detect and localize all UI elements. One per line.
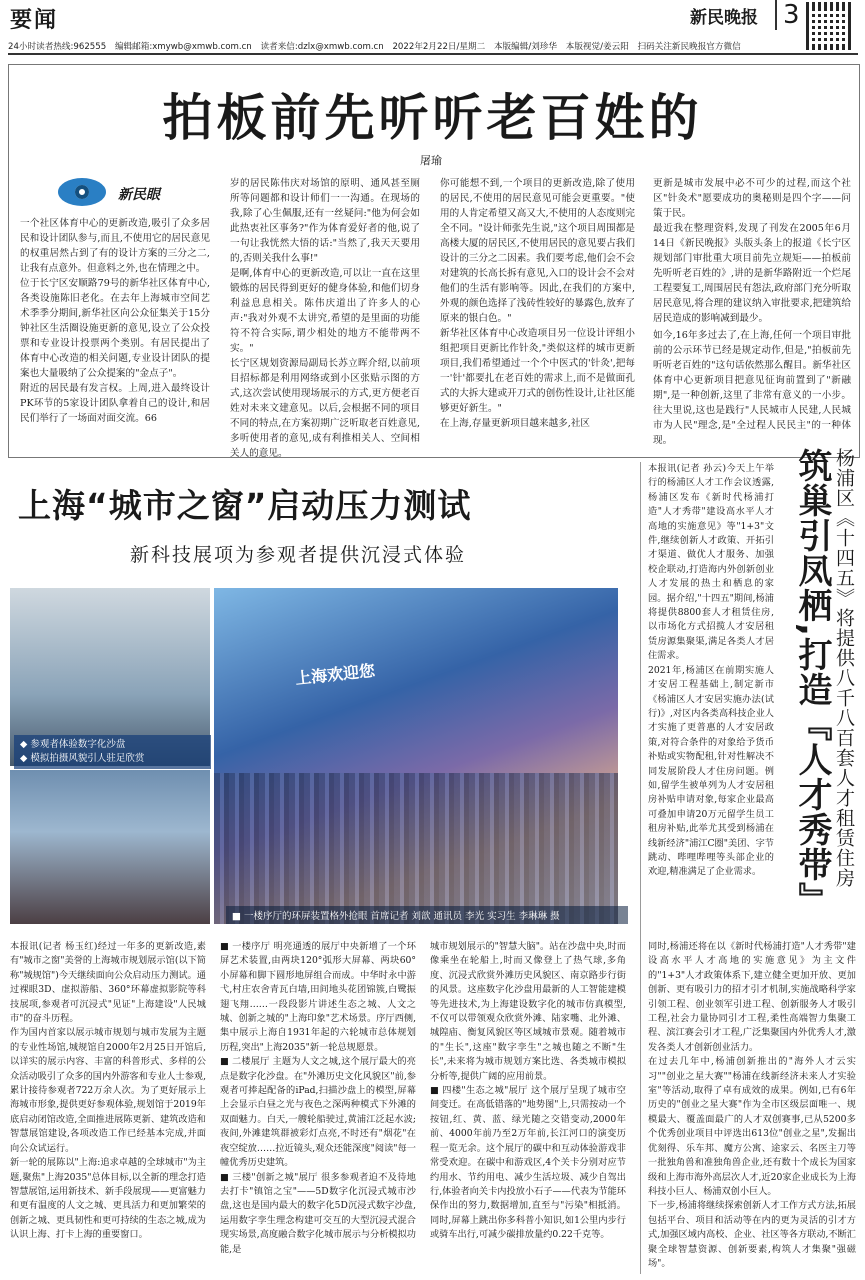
- main-photo: [214, 588, 618, 924]
- photo-sign: 上海欢迎您: [294, 660, 376, 689]
- article-1-headline: 拍板前先听听老百姓的: [162, 89, 703, 147]
- inset-photo-bottom: [10, 770, 210, 924]
- article-1-col-4b: 如今,16年多过去了,在上海,任何一个项目审批前的公示环节已经是规定动作,但是,"拍板前先听听老百姓的"这句话依然那么醒目。新华社区体育中心更新项目把意见征询前置到了"新融期",是一种创新,这里了非常有意义的一小步。往大里说,这也是践行"人民城市人民建,人民城市为人民"理念,是"全过程人民民主"的一种体现。: [653, 330, 851, 446]
- reader-letters[interactable]: 读者来信:dzlx@xmwb.com.cn: [260, 42, 384, 52]
- article-2-col-2: ■ 一楼序厅 明亮通透的展厅中央新增了一个环屏艺术装置,由两块120°弧形大屏幕、两块60°小屏幕和脚下圆形地屏组合而成。中华时永中游弋,村庄农舍青瓦白墙,田间地头花团锦簇,白鹭振翅飞翔……一段段影片讲述生态之城、人文之城、创新之城的"上海印象"艺术场景。序厅西侧,集中展示上海自1931年起的六轮城市总体规划历程,突出"上海2035"新一轮总规愿景。 ■ 二楼展厅 主题为人文之城,这个展厅最大的亮点是数字化沙盘。在"外滩历史文化风貌区"前,参观者可捧起配备的iPad,扫描沙盘上的模型,屏幕上会显示白昼之光与夜色之深两种模式下外滩的双面魅力。白天,一艘轮船驶过,黄浦江泛起水波;夜间,外滩建筑群被彩灯点亮,不时还有"烟花"在夜空绽放……拉近镜头,观众还能深度"阅读"每一幢优秀历史建筑。 ■ 三楼"创新之城"展厅 很多参观者迫不及待地去打卡"镇馆之宝"——5D数字化沉浸式城市沙盘,这也是国内最大的数字化5D沉浸式数字沙盘,运用数字孪生理念构建可交互的大型沉浸式混合现实场景,高度融合数字化城市展示与分析模拟功能,是: [220, 941, 416, 1255]
- article-2-col-3: 城市规划展示的"智慧大脑"。站在沙盘中央,时而像乘坐在轮船上,时而又像登上了热气球,多角度、沉浸式欣赏外滩历史风貌区、南京路步行街的风景。这座数字化沙盘用最新的人工智能建模等先进技术,为上海建设数字化的城市仿真模型,不仅可以带领观众欣赏外滩、陆家嘴、北外滩、城隍庙、衡复风貌区等区域城市景观。随着城市的"生长",这座"数字孪生"之城也随之不断"生长",未来将为城市规划方案比选、各类城市模拟分析等,提供广阔的应用前景。 ■ 四楼"生态之城"展厅 这个展厅呈现了城市空间变迁。在高低错落的"地势图"上,只需按动一个按钮,红、黄、蓝、绿光随之交错变动,2000年前、4000年前乃至2万年前,长江河口的演变历程一览无余。这个展厅的碳中和互动体验游戏非常受欢迎。在碳中和游戏区,4个关卡分别对应节约用水、节约用电、减少生活垃圾、减少自驾出行,体验者向关卡内投放小石子——代表为节能环保作出的努力,数据增加,直至与"污染"相抵消。同时,屏幕上跳出你多科普小知识,如1公里内步行或骑车出行,可减少碳排放量约0.22千克等。: [430, 941, 626, 1241]
- issue-date: 2022年2月22日/星期二: [392, 42, 486, 52]
- article-1-byline: 屠瑜: [420, 154, 442, 167]
- article-3-small-head: 杨浦区《十四五》将提供八千八百套人才租赁住房: [833, 448, 855, 888]
- article-3-head: [786, 448, 860, 958]
- page-visual: 本版视觉/姜云阳: [565, 42, 629, 52]
- article-2-subhead: 新科技展项为参观者提供沉浸式体验: [130, 544, 467, 566]
- eye-icon: [58, 178, 106, 206]
- column-label: 新民眼: [118, 187, 160, 203]
- bullet-2: ◆ 模拟拍摄风貌引人驻足欣赏: [20, 753, 145, 764]
- article-2-headline: 上海“城市之窗”启动压力测试: [18, 486, 472, 525]
- article-1-col-4a: 更新是城市发展中必不可少的过程,而这个社区"针灸术"愿要成功的奥秘则是四个字——问策于民。 最近我在整理资料,发现了刊发在2005年6月14日《新民晚报》头版头条上的报道《长宁区规划部门审批重大项目前先立规矩——拍板前先听听老百姓的》,讲的是新华路附近一个烂尾工程要复工,周围居民有怨法,政府部门充分听取居民意见,将合理的建议纳入审批要求,把建筑给居民造成的影响减到最少。: [653, 178, 851, 324]
- article-3-text-top: 本报讯(记者 孙云)今天上午举行的杨浦区人才工作会议透露,杨浦区发布《新时代杨浦打造"人才秀带"建设高水平人才高地的实施意见》等"1+3"文件,继续创新人才政策、开拓引才渠道、做优人才服务、加强校企联动,打造海内外创新创业人才发展的热土和栖息的家园。据介绍,"十四五"期间,杨浦将提供8800套人才租赁住房,以市场化方式招揽人才安居租赁房源集聚渠,满足各类人才居住需求。 2021年,杨浦区在前期实施人才安居工程基础上,制定新市《杨浦区人才安居实施办法(试行)》,对区内各类高科技企业人才实施了更普惠的人才安居政策,对符合条件的对象给予货币补贴或实物配租,针对性解决不同发展阶段人才住房问题。例如,留学生被单列为人才安居租房补贴申请对象,每家企业最高可叠加申请20万元留学生员工租房补贴,此举尤其受到杨浦在线新经济"浦江C圈"美团、字节跳动、哔哩哔哩等头部企业的欢迎,精准满足了企业需求。: [648, 463, 774, 878]
- header-rule: [8, 53, 858, 55]
- reader-hotline: 24小时读者热线:962555: [8, 42, 107, 52]
- article-3-headline: 筑巢引凤栖,打造『人才秀带』: [792, 448, 832, 917]
- qr-code-icon[interactable]: [806, 2, 854, 50]
- wechat-note: 扫码关注新民晚报官方微信: [637, 42, 741, 52]
- photo-bullets: [14, 735, 211, 769]
- article-3-text-bottom: 同时,杨浦还将在以《新时代杨浦打造"人才秀带"建设高水平人才高地的实施意见》为主文件的"1+3"人才政策体系下,建立健全更加开放、更加创新、更有吸引力的招才引才机制,实施战略科学家引领工程、创业领军引进工程、创新服务人才吸引工程,社会力量协同引才工程,柔性高端智力集聚工程、滨江赛会引才工程,广泛集聚国内外优秀人才,激发各类人才创新创业活力。 在过去几年中,杨浦创新推出的"海外人才云实习""创业之星大赛""杨浦在线新经济未来人才实验室"等活动,取得了卓有成效的成果。例如,已有6年历史的"创业之星大赛"作为全市区级层面唯一、规模最大、覆盖面最广的人才双创赛事,已从5200多个优秀创业项目中评选出613位"创业之星",发掘出优刻得、乐车邦、魔方公寓、途家云、名医主刀等一批独角兽和准独角兽企业,还有数十个成长为国家级和上海市海外高层次人才,近20家企业成长为上海科技小巨人、杨浦双创小巨人。 下一步,杨浦将继续探索创新人才工作方式方法,拓展包括平台、项目和活动等在内的更为灵活的引才方式,加强区域内高校、企业、社区等各方联动,不断汇聚全球智慧资源、创新要素,构筑人才集聚"强磁场"。: [648, 941, 856, 1269]
- editor-email[interactable]: 编辑邮箱:xmywb@xmwb.com.cn: [114, 42, 252, 52]
- newspaper-brand: 新民晚报: [690, 8, 758, 28]
- info-bar: [8, 40, 803, 52]
- article-1-col-2: 岁的居民陈伟庆对场馆的原明、通风甚至厕所等问题都和设计师们一一沟通。在现场的我,除了心生佩服,还有一丝疑问:"他为何会如此热衷社区事务?"作为体育爱好者的他,说了一句让我恍然大悟的话:"当然了,我天天要用的,否则关我什么事!" 是啊,体育中心的更新改造,可以让一直在这里锻炼的居民得到更好的健身体验,和他们切身利益息息相关。陈伟庆道出了许多人的心声:"我对外观不太讲究,希望的是里面的功能符不符合实际,谓少相处的地方不能带两不实。" 长宁区规划资源局副局长苏立晖介绍,以前项目招标都是利用网络或到小区张贴示图的方式,这次尝试使用现场展示的方式,更方便老百姓对未来文建意见。以后,会根据不同的项目不同的特点,在方案初期广泛听取老百姓意见,多听使用者的意见,成有利推相关人、空间相关人的意见。: [230, 178, 420, 459]
- page-number: 3: [775, 0, 800, 30]
- article-3-divider: [640, 462, 641, 1274]
- photo-cityscape: [214, 773, 618, 924]
- article-2-col-1: 本报讯(记者 杨玉红)经过一年多的更新改造,素有"城市之窗"美誉的上海城市规划展示馆(以下简称"城规馆")今天继续面向公众启动压力测试。通过裸眼3D、虚拟游船、360°环幕虚拟影院等科技展项,参观者可沉浸式"见证"上海建设"人民城市"的奋斗历程。 作为国内首家以展示城市规划与城市发展为主题的专业性场馆,城规馆自2000年2月25日开馆后,以详实的展示内容、丰富的科普形式、多样的公众活动吸引了众多的国内外游客和专业人士参观,累计接待参观者722万余人次。为了更好展示上海城市形象,提供更好参观体验,规划馆于2019年底启动闭馆改造,全面推进展陈更新、建筑改造和智慧展馆建设,各项改造工作已经基本完成,并面向公众试运行。 新一轮的展陈以"上海:追求卓越的全球城市"为主题,聚焦"上海2035"总体目标,以全新的理念打造智慧展馆,运用新技术、新手段展现——更富魅力和更有温度的人文之城、更具活力和更加繁荣的创新之城、更具韧性和更可持续的生态之城,成为认识上海、打卡上海的重要窗口。: [10, 941, 206, 1241]
- page-editor: 本版编辑/刘珍华: [493, 42, 557, 52]
- bullet-1: ◆ 参观者体验数字化沙盘: [20, 739, 126, 750]
- article-1-col-1: 一个社区体育中心的更新改造,吸引了众多居民和设计团队参与,而且,不使用它的居民意见的权重居然占到了有的设计方案的三分之二,让我有点意外。但意料之外,也在情理之中。 位于长宁区安顺路79号的新华社区体育中心,各类设施陈旧老化。在去年上海城市空间艺术季季分期间,新华社区向公众征集关于15分钟社区生活圈设施更新的意见,设立了公众投票和专业设计投票两个类别。有居民提出了体育中心改造的相关问题,专业设计团队的提案也大量吸纳了公众提案的"金点子"。 附近的居民最有发言权。上周,进入最终设计PK环节的5家设计团队拿着自己的设计,和居民们举行了一场面对面交流。66: [20, 218, 210, 424]
- section-title: 要闻: [10, 8, 59, 33]
- article-1-col-3: 你可能想不到,一个项目的更新改造,除了使用的居民,不使用的居民意见可能会更重要。"使用的人肯定希望又高又大,不使用的人态度则完全不同。"设计师张先生说,"这个项目周围都是高楼大厦的居民区,不使用居民的意见要占我们设计的三分之二因素。我们要考虑,他们会不会对建筑的长高长拆有意见,入口的设计会不会对他们的生活有影响等。因此,在我们的方案中,外观的颜色选择了浅砖性较好的暴露色,放弃了原来的银白色。" 新华社区体育中心改造项目另一位设计评组小组把项目更新比作针灸,"类似这样的城市更新项目,我们希望通过一个个中医式的'针灸',把每一'针'都要扎在老百姓的需求上,而不是做面孔式的大拆大建或开刀式的创伤性设计,让社区能够更好新生。" 在上海,存量更新项目越来越多,社区: [440, 178, 635, 429]
- photo-caption: ■ 一楼序厅的环屏装置格外抢眼 首席记者 刘歆 通讯员 李光 实习生 李琳琳 摄: [226, 906, 628, 924]
